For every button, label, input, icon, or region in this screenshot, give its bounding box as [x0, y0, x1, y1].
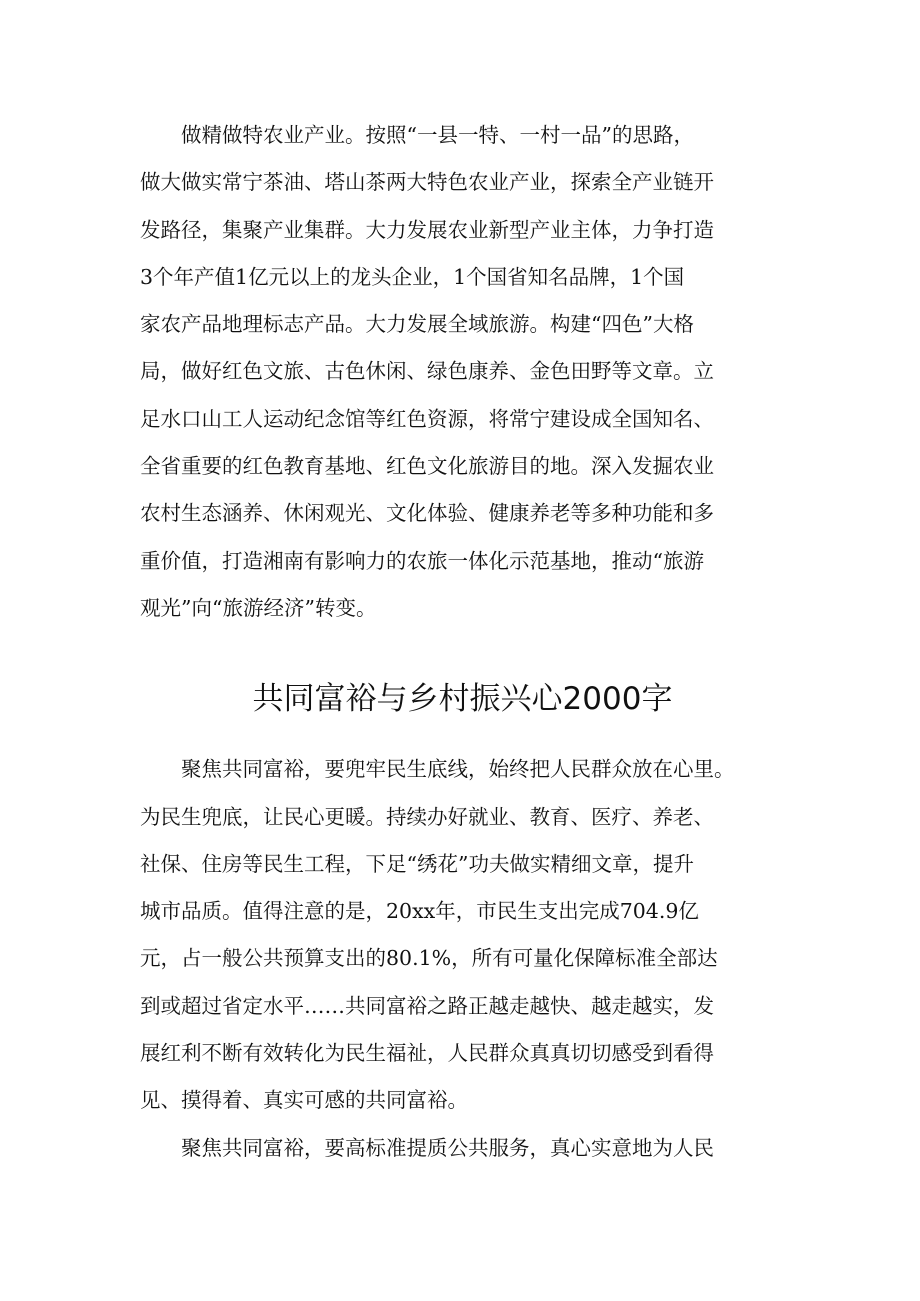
text-line: 见、摸得着、真实可感的共同富裕。	[140, 1088, 468, 1113]
paragraph-public-services	[140, 1125, 785, 1172]
text-line: 为民生兜底，让民心更暖。持续办好就业、教育、医疗、养老、	[140, 804, 714, 829]
text-line: 聚焦共同富裕，要兜牢民生底线，始终把人民群众放在心里。	[140, 757, 735, 782]
text-line: 展红利不断有效转化为民生福祉，人民群众真真切切感受到看得	[140, 1041, 714, 1066]
text-line: 3个年产值1亿元以上的龙头企业，1个国省知名品牌，1个国	[140, 264, 685, 289]
text-line: 社保、住房等民生工程，下足“绣花”功夫做实精细文章，提升	[140, 851, 694, 876]
text-line: 家农产品地理标志产品。大力发展全域旅游。构建“四色”大格	[140, 312, 694, 337]
text-line: 局，做好红色文旅、古色休闲、绿色康养、金色田野等文章。立	[140, 359, 714, 384]
text-line: 元，占一般公共预算支出的80.1%，所有可量化保障标准全部达	[140, 946, 718, 971]
text-line: 城市品质。值得注意的是，20xx年，市民生支出完成704.9亿	[140, 899, 699, 924]
text-line: 全省重要的红色教育基地、红色文化旅游目的地。深入发掘农业	[140, 454, 714, 479]
text-line: 足水口山工人运动纪念馆等红色资源，将常宁建设成全国知名、	[140, 406, 714, 431]
text-line: 发路径，集聚产业集群。大力发展农业新型产业主体，力争打造	[140, 217, 714, 242]
text-line: 做大做实常宁茶油、塔山茶两大特色农业产业，探索全产业链开	[140, 170, 714, 195]
section-heading: 共同富裕与乡村振兴心2000字	[252, 681, 673, 718]
text-line: 聚焦共同富裕，要高标准提质公共服务，真心实意地为人民	[140, 1135, 714, 1160]
paragraph-agriculture-tourism	[140, 112, 785, 632]
text-line: 重价值，打造湘南有影响力的农旅一体化示范基地，推动“旅游	[140, 548, 704, 573]
paragraph-livelihood	[140, 746, 785, 1124]
document-body	[140, 112, 785, 1172]
text-line: 到或超过省定水平……共同富裕之路正越走越快、越走越实，发	[140, 993, 714, 1018]
text-line: 农村生态涵养、休闲观光、文化体验、健康养老等多种功能和多	[140, 501, 714, 526]
text-line: 做精做特农业产业。按照“一县一特、一村一品”的思路，	[140, 123, 694, 147]
text-line: 观光”向“旅游经济”转变。	[140, 595, 377, 620]
